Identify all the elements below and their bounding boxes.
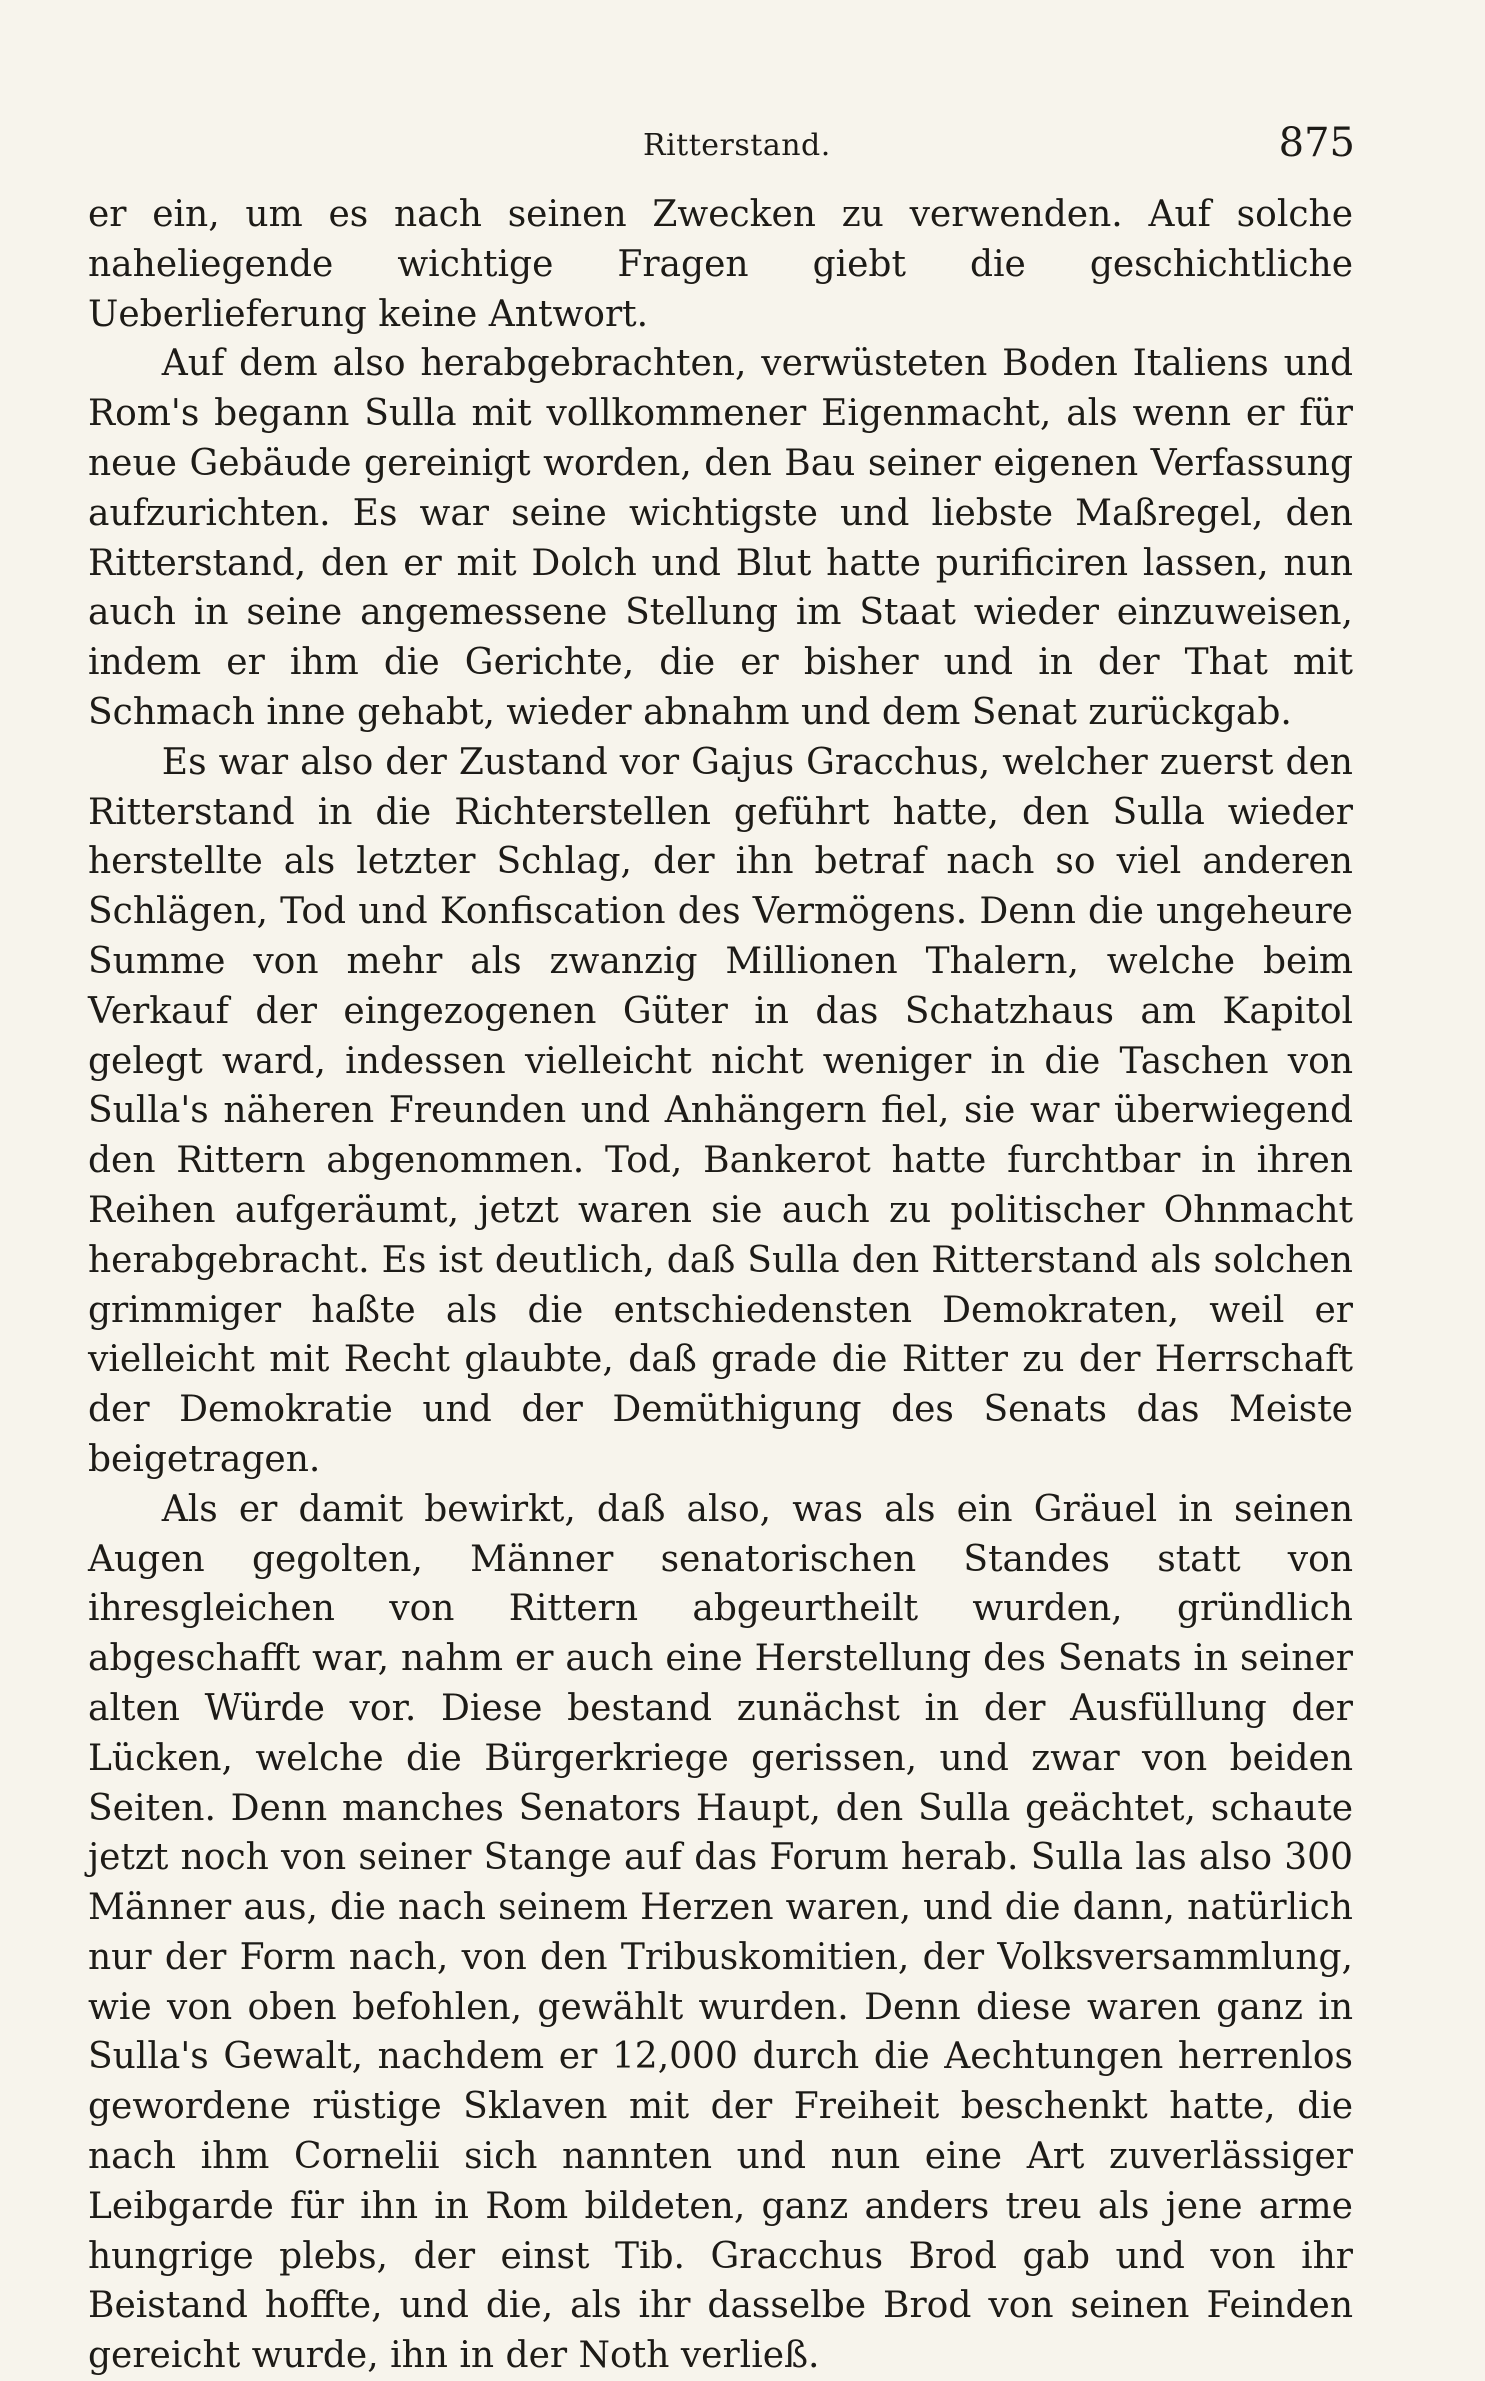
paragraph: Es war also der Zustand vor Gajus Gracchus, welcher zuerst den Ritterstand in die Richterstellen geführt hatte, den Sulla wieder herstellte als letzter Schlag, der ihn betraf nach so viel anderen Schlägen, Tod und Konfiscation des Vermögens. Denn die ungeheure Summe von mehr als zwanzig Millionen Thalern, welche beim Verkauf der eingezogenen Güter in das Schatzhaus am Kapitol gelegt ward, indessen vielleicht nicht weniger in die Taschen von Sulla's näheren Freunden und Anhängern fiel, sie war überwiegend den Rittern abgenommen. Tod, Bankerot hatte furchtbar in ihren Reihen aufgeräumt, jetzt waren sie auch zu politischer Ohnmacht herabgebracht. Es ist deutlich, daß Sulla den Ritterstand als solchen grimmiger haßte als die entschiedensten Demokraten, weil er vielleicht mit Recht glaubte, daß grade die Ritter zu der Herrschaft der Demokratie und der Demüthigung des Senats das Meiste beigetragen. — [88, 741, 1353, 1480]
running-head — [88, 120, 1353, 190]
body-text — [88, 190, 1353, 2381]
paragraph: Als er damit bewirkt, daß also, was als ein Gräuel in seinen Augen gegolten, Männer senatorischen Standes statt von ihresgleichen von Rittern abgeurtheilt wurden, gründlich abgeschafft war, nahm er auch eine Herstellung des Senats in seiner alten Würde vor. Diese bestand zunächst in der Ausfüllung der Lücken, welche die Bürgerkriege gerissen, und zwar von beiden Seiten. Denn manches Senators Haupt, den Sulla geächtet, schaute jetzt noch von seiner Stange auf das Forum herab. Sulla las also 300 Männer aus, die nach seinem Herzen waren, und die dann, natürlich nur der Form nach, von den Tribuskomitien, der Volksversammlung, wie von oben befohlen, gewählt wurden. Denn diese waren ganz in Sulla's Gewalt, nachdem er 12,000 durch die Aechtungen herrenlos gewordene rüstige Sklaven mit der Freiheit beschenkt hatte, die nach ihm Cornelii sich nannten und nun eine Art zuverlässiger Leibgarde für ihn in Rom bildeten, ganz anders treu als jene arme hungrige plebs, der einst Tib. Gracchus Brod gab und von ihr Beistand hoffte, und die, als ihr dasselbe Brod von seinen Feinden gereicht wurde, ihn in der Noth verließ. — [88, 1488, 1353, 2377]
paragraph: Auf dem also herabgebrachten, verwüsteten Boden Italiens und Rom's begann Sulla mit vollkommener Eigenmacht, als wenn er für neue Gebäude gereinigt worden, den Bau seiner eigenen Verfassung aufzurichten. Es war seine wichtigste und liebste Maßregel, den Ritterstand, den er mit Dolch und Blut hatte purificiren lassen, nun auch in seine angemessene Stellung im Staat wieder einzuweisen, indem er ihm die Gerichte, die er bisher und in der That mit Schmach inne gehabt, wieder abnahm und dem Senat zurückgab. — [88, 343, 1353, 733]
page-number: 875 — [1278, 120, 1355, 166]
running-head-title: Ritterstand. — [643, 128, 831, 163]
paragraph: er ein, um es nach seinen Zwecken zu verwenden. Auf solche naheliegende wichtige Fragen giebt die geschichtliche Ueberlieferung keine Antwort. — [88, 194, 1353, 335]
book-page — [88, 120, 1353, 2381]
